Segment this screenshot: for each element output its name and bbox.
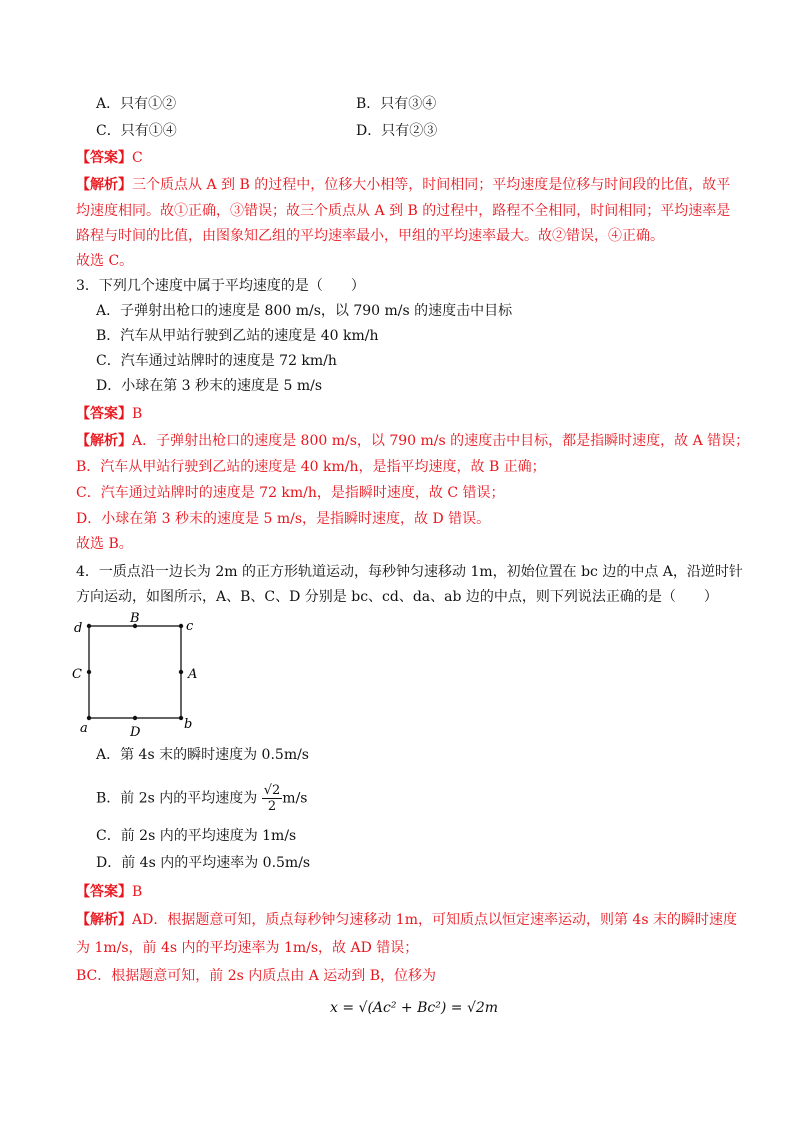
fraction-sqrt2-over-2 [262, 783, 283, 814]
q2-option-b: B．只有③④ [356, 96, 437, 112]
analysis-text: A．子弹射出枪口的速度是 800 m/s，以 790 m/s 的速度击中目标，都是指瞬时速度，故 A 错误； [132, 433, 750, 449]
option-b-unit: m/s [282, 790, 308, 807]
answer-label: 【答案】 [76, 884, 132, 900]
q2-conclusion: 故选 C。 [76, 253, 134, 269]
square-track-diagram [66, 608, 216, 740]
q2-analysis-line3: 路程与时间的比值，由图象知乙组的平均速率最小，甲组的平均速率最大。故②错误，④正确。 [76, 228, 664, 244]
q2-option-a: A．只有①② [96, 96, 177, 112]
answer-value: B [132, 406, 143, 422]
option-b-text: B．前 2s 内的平均速度为 [96, 790, 258, 807]
analysis-label: 【解析】 [76, 433, 132, 449]
label-b: b [184, 717, 193, 732]
q3-option-d: D．小球在第 3 秒末的速度是 5 m/s [96, 378, 323, 394]
q4-stem-line2: 方向运动，如图所示，A、B、C、D 分别是 bc、cd、da、ab 边的中点，则下列说法正确的是（ ） [76, 589, 718, 605]
label-B: B [130, 611, 140, 626]
q2-analysis-line2: 均速度相同。故①正确，③错误；故三个质点从 A 到 B 的过程中，路程不全相同，时间相同；平均速率是 [76, 203, 731, 219]
analysis-label: 【解析】 [76, 177, 132, 193]
analysis-text: 三个质点从 A 到 B 的过程中，位移大小相等，时间相同；平均速度是位移与时间段的比值，故平 [132, 177, 731, 193]
label-d: d [74, 621, 83, 636]
point-c [179, 624, 183, 628]
q3-option-c: C．汽车通过站牌时的速度是 72 km/h [96, 353, 337, 369]
midpoint-C [87, 670, 91, 674]
q4-option-d: D．前 4s 内的平均速率为 0.5m/s [96, 855, 311, 871]
q4-option-a: A．第 4s 末的瞬时速度为 0.5m/s [96, 747, 309, 763]
square-track [89, 626, 181, 718]
midpoint-D [133, 716, 137, 720]
fraction-numerator: √2 [263, 783, 281, 798]
q3-analysis-line2: B．汽车从甲站行驶到乙站的速度是 40 km/h，是指平均速度，故 B 正确； [76, 459, 546, 475]
label-a: a [80, 721, 88, 736]
q4-option-b [96, 783, 307, 814]
q3-answer [76, 404, 142, 424]
q3-option-b: B．汽车从甲站行驶到乙站的速度是 40 km/h [96, 328, 379, 344]
label-D: D [130, 725, 141, 740]
q3-analysis-line3: C．汽车通过站牌时的速度是 72 km/h，是指瞬时速度，故 C 错误； [76, 485, 505, 501]
q3-analysis-line4: D．小球在第 3 秒末的速度是 5 m/s，是指瞬时速度，故 D 错误。 [76, 511, 491, 527]
q3-option-a: A．子弹射出枪口的速度是 800 m/s，以 790 m/s 的速度击中目标 [96, 303, 513, 319]
midpoint-A [179, 670, 183, 674]
q2-option-d: D．只有②③ [356, 123, 438, 139]
point-d [87, 624, 91, 628]
answer-label: 【答案】 [76, 406, 132, 422]
q4-analysis-line2: 为 1m/s，前 4s 内的平均速率为 1m/s，故 AD 错误； [76, 940, 419, 956]
label-c: c [186, 619, 194, 634]
label-A: A [188, 667, 198, 682]
point-b [179, 716, 183, 720]
analysis-label: 【解析】 [76, 912, 132, 928]
point-a [87, 716, 91, 720]
q3-stem: 3．下列几个速度中属于平均速度的是（ ） [76, 278, 365, 294]
q3-analysis-line1 [76, 431, 749, 451]
q4-option-c: C．前 2s 内的平均速度为 1m/s [96, 828, 297, 844]
answer-label: 【答案】 [76, 150, 132, 166]
q2-option-c: C．只有①④ [96, 123, 177, 139]
answer-value: C [132, 150, 143, 166]
q4-analysis-line3: BC．根据题意可知，前 2s 内质点由 A 运动到 B，位移为 [76, 968, 436, 984]
q2-answer [76, 148, 143, 168]
q4-answer [76, 882, 142, 902]
q4-stem-line1: 4．一质点沿一边长为 2m 的正方形轨道运动，每秒钟匀速移动 1m，初始位置在 bc 边的中点 A，沿逆时针 [76, 564, 743, 580]
q4-analysis-line1 [76, 910, 737, 930]
fraction-denominator: 2 [267, 799, 277, 814]
displacement-equation: x = √(Ac² + Bc²) = √2m [330, 1000, 499, 1016]
analysis-text: AD．根据题意可知，质点每秒钟匀速移动 1m，可知质点以恒定速率运动，则第 4s 末的瞬时速度 [132, 912, 737, 928]
q3-conclusion: 故选 B。 [76, 536, 133, 552]
label-C: C [72, 667, 82, 682]
q2-analysis-line1 [76, 175, 730, 195]
answer-value: B [132, 884, 143, 900]
